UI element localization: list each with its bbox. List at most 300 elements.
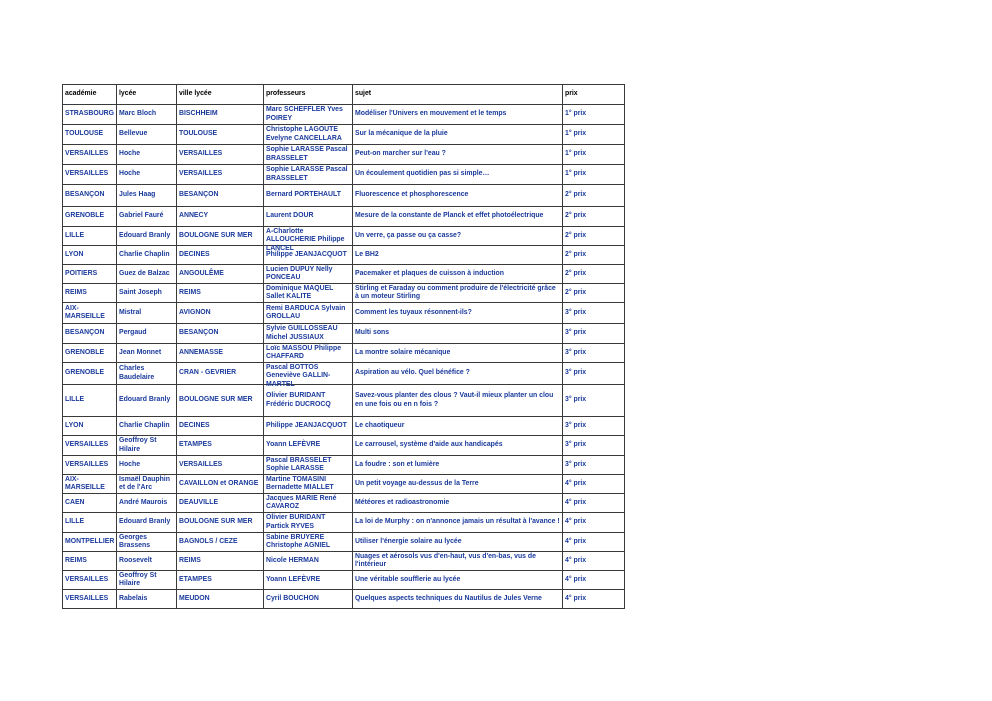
cell-sujet-text: Fluorescence et phosphorescence xyxy=(355,191,469,199)
cell-sujet-text: Un écoulement quotidien pas si simple… xyxy=(355,170,490,178)
cell-ville xyxy=(177,363,264,385)
cell-academie-text: TOULOUSE xyxy=(65,130,104,138)
table-row xyxy=(63,246,625,265)
cell-professeurs-text: Sabine BRUYERE Christophe AGNIEL xyxy=(266,533,331,549)
cell-prix xyxy=(563,265,625,284)
cell-ville xyxy=(177,436,264,456)
cell-ville-text: BOULOGNE SUR MER xyxy=(179,518,253,526)
cell-sujet xyxy=(353,265,563,284)
cell-professeurs xyxy=(264,385,353,417)
cell-lycee xyxy=(117,494,177,513)
cell-lycee xyxy=(117,284,177,303)
cell-lycee-text: Pergaud xyxy=(119,329,147,337)
cell-prix xyxy=(563,165,625,185)
cell-lycee-text: Jules Haag xyxy=(119,191,156,199)
cell-sujet-text: La foudre : son et lumière xyxy=(355,460,440,468)
table-row xyxy=(63,324,625,344)
cell-sujet xyxy=(353,436,563,456)
cell-lycee-text: Jean Monnet xyxy=(119,348,162,356)
cell-academie-text: AIX-MARSEILLE xyxy=(65,304,105,320)
table-row xyxy=(63,417,625,436)
cell-professeurs-text: Dominique MAQUEL Sallet KALITE xyxy=(266,284,334,300)
cell-prix-text: 1° prix xyxy=(565,130,587,138)
cell-professeurs xyxy=(264,185,353,207)
cell-sujet xyxy=(353,227,563,246)
cell-sujet-text: Savez-vous planter des clous ? Vaut-il mieux planter un clou en une fois ou en n fois ? xyxy=(355,392,554,408)
cell-ville xyxy=(177,344,264,363)
cell-academie-text: GRENOBLE xyxy=(65,212,105,220)
cell-academie-text: VERSAILLES xyxy=(65,150,109,158)
table-row xyxy=(63,456,625,475)
cell-sujet xyxy=(353,533,563,552)
cell-prix-text: 2° prix xyxy=(565,191,587,199)
cell-professeurs-text: Sylvie GUILLOSSEAU Michel JUSSIAUX xyxy=(266,325,338,341)
cell-lycee xyxy=(117,475,177,494)
cell-ville-text: BOULOGNE SUR MER xyxy=(179,396,253,404)
cell-ville xyxy=(177,185,264,207)
cell-lycee-text: Georges Brassens xyxy=(119,533,151,549)
cell-academie-text: VERSAILLES xyxy=(65,441,109,449)
cell-prix xyxy=(563,475,625,494)
cell-ville-text: VERSAILLES xyxy=(179,170,223,178)
header-sujet: sujet xyxy=(353,85,563,105)
cell-professeurs xyxy=(264,105,353,125)
cell-academie-text: REIMS xyxy=(65,288,87,296)
cell-prix-text: 3° prix xyxy=(565,441,587,449)
cell-ville-text: REIMS xyxy=(179,556,201,564)
cell-lycee-text: André Maurois xyxy=(119,498,168,506)
cell-sujet-text: Le chaotiqueur xyxy=(355,421,405,429)
cell-prix xyxy=(563,303,625,324)
cell-ville xyxy=(177,385,264,417)
cell-lycee-text: Hoche xyxy=(119,170,141,178)
cell-sujet xyxy=(353,513,563,533)
cell-sujet xyxy=(353,165,563,185)
cell-sujet xyxy=(353,456,563,475)
cell-ville-text: DECINES xyxy=(179,250,210,258)
cell-academie xyxy=(63,590,117,609)
cell-academie-text: CAEN xyxy=(65,498,85,506)
cell-lycee-text: Geoffroy St Hilaire xyxy=(119,437,157,453)
cell-prix xyxy=(563,494,625,513)
cell-ville-text: MEUDON xyxy=(179,594,210,602)
cell-sujet xyxy=(353,284,563,303)
cell-professeurs xyxy=(264,125,353,145)
cell-sujet xyxy=(353,105,563,125)
cell-sujet-text: Pacemaker et plaques de cuisson à induction xyxy=(355,269,504,277)
cell-lycee xyxy=(117,265,177,284)
cell-prix xyxy=(563,105,625,125)
cell-ville xyxy=(177,207,264,227)
table-row xyxy=(63,494,625,513)
cell-lycee xyxy=(117,456,177,475)
cell-lycee xyxy=(117,246,177,265)
cell-sujet-text: Un petit voyage au-dessus de la Terre xyxy=(355,479,479,487)
cell-lycee xyxy=(117,185,177,207)
cell-prix-text: 1° prix xyxy=(565,110,587,118)
cell-academie xyxy=(63,324,117,344)
cell-academie xyxy=(63,436,117,456)
cell-prix xyxy=(563,125,625,145)
cell-sujet-text: Nuages et aérosols vus d'en-haut, vus d'en-bas, vus de l'intérieur xyxy=(355,552,536,568)
cell-prix-text: 3° prix xyxy=(565,329,587,337)
cell-prix-text: 4° prix xyxy=(565,518,587,526)
cell-lycee-text: Mistral xyxy=(119,308,142,316)
cell-sujet xyxy=(353,145,563,165)
cell-prix-text: 4° prix xyxy=(565,498,587,506)
cell-sujet-text: Comment les tuyaux résonnent-ils? xyxy=(355,308,472,316)
cell-professeurs xyxy=(264,363,353,388)
cell-prix-text: 2° prix xyxy=(565,212,587,220)
cell-sujet xyxy=(353,246,563,265)
cell-ville-text: BESANÇON xyxy=(179,191,219,199)
cell-lycee xyxy=(117,533,177,552)
cell-sujet-text: La montre solaire mécanique xyxy=(355,348,451,356)
cell-academie-text: VERSAILLES xyxy=(65,594,109,602)
cell-academie-text: REIMS xyxy=(65,556,87,564)
cell-sujet xyxy=(353,324,563,344)
cell-lycee xyxy=(117,324,177,344)
cell-ville xyxy=(177,513,264,533)
cell-ville-text: VERSAILLES xyxy=(179,460,223,468)
cell-prix xyxy=(563,363,625,385)
header-prix: prix xyxy=(563,85,625,105)
cell-professeurs-text: A-Charlotte ALLOUCHERIE Philippe LANCEL xyxy=(266,227,345,252)
cell-prix-text: 2° prix xyxy=(565,269,587,277)
cell-ville xyxy=(177,494,264,513)
cell-prix xyxy=(563,344,625,363)
cell-lycee xyxy=(117,207,177,227)
cell-academie-text: LILLE xyxy=(65,518,85,526)
cell-professeurs xyxy=(264,207,353,227)
cell-lycee xyxy=(117,417,177,436)
cell-sujet-text: Le BH2 xyxy=(355,250,379,258)
cell-ville xyxy=(177,552,264,571)
cell-ville-text: ETAMPES xyxy=(179,441,212,449)
cell-prix-text: 1° prix xyxy=(565,170,587,178)
cell-prix xyxy=(563,590,625,609)
table-row xyxy=(63,207,625,227)
cell-professeurs xyxy=(264,513,353,533)
cell-professeurs xyxy=(264,303,353,324)
cell-professeurs xyxy=(264,284,353,303)
cell-ville-text: AVIGNON xyxy=(179,308,211,316)
table-row xyxy=(63,475,625,494)
cell-academie xyxy=(63,207,117,227)
cell-sujet xyxy=(353,475,563,494)
cell-lycee-text: Bellevue xyxy=(119,130,148,138)
cell-academie-text: BESANÇON xyxy=(65,329,105,337)
cell-prix xyxy=(563,324,625,344)
cell-professeurs-text: Pascal BRASSELET Sophie LARASSE xyxy=(266,456,332,472)
cell-professeurs-text: Sophie LARASSE Pascal BRASSELET xyxy=(266,146,348,162)
cell-lycee xyxy=(117,385,177,417)
cell-prix xyxy=(563,284,625,303)
cell-professeurs-text: Remi BARDUCA Sylvain GROLLAU xyxy=(266,304,346,320)
cell-professeurs xyxy=(264,456,353,475)
cell-ville xyxy=(177,125,264,145)
cell-sujet xyxy=(353,303,563,324)
cell-lycee xyxy=(117,105,177,125)
cell-academie xyxy=(63,344,117,363)
cell-ville-text: DEAUVILLE xyxy=(179,498,219,506)
cell-lycee-text: Roosevelt xyxy=(119,556,152,564)
cell-professeurs xyxy=(264,436,353,456)
cell-prix-text: 4° prix xyxy=(565,479,587,487)
cell-academie-text: GRENOBLE xyxy=(65,369,105,377)
table-row xyxy=(63,513,625,533)
table-row xyxy=(63,145,625,165)
cell-prix xyxy=(563,417,625,436)
cell-ville xyxy=(177,571,264,590)
cell-ville-text: BOULOGNE SUR MER xyxy=(179,231,253,239)
cell-sujet-text: Météores et radioastronomie xyxy=(355,498,450,506)
cell-academie xyxy=(63,284,117,303)
cell-professeurs xyxy=(264,475,353,494)
table-row xyxy=(63,344,625,363)
cell-ville xyxy=(177,246,264,265)
cell-professeurs xyxy=(264,417,353,436)
cell-lycee-text: Hoche xyxy=(119,150,141,158)
cell-sujet-text: Utiliser l'énergie solaire au lycée xyxy=(355,537,462,545)
cell-lycee xyxy=(117,165,177,185)
cell-professeurs-text: Yoann LEFÈVRE xyxy=(266,575,321,583)
cell-prix-text: 2° prix xyxy=(565,250,587,258)
cell-ville xyxy=(177,590,264,609)
cell-prix-text: 2° prix xyxy=(565,231,587,239)
cell-ville-text: CAVAILLON et ORANGE xyxy=(179,479,259,487)
cell-ville-text: BAGNOLS / CEZE xyxy=(179,537,238,545)
table-row xyxy=(63,227,625,246)
cell-academie xyxy=(63,265,117,284)
cell-lycee-text: Saint Joseph xyxy=(119,288,162,296)
cell-lycee-text: Geoffroy St Hilaire xyxy=(119,571,157,587)
cell-lycee xyxy=(117,303,177,324)
cell-ville xyxy=(177,284,264,303)
cell-professeurs xyxy=(264,324,353,344)
cell-sujet-text: Stirling et Faraday ou comment produire de l'électricité grâce à un moteur Stirling xyxy=(355,284,556,300)
table-row xyxy=(63,590,625,609)
cell-academie xyxy=(63,363,117,385)
cell-ville xyxy=(177,303,264,324)
cell-lycee-text: Ismaël Dauphin et de l'Arc xyxy=(119,475,170,491)
cell-sujet-text: Modéliser l'Univers en mouvement et le temps xyxy=(355,110,507,118)
cell-professeurs-text: Philippe JEANJACQUOT xyxy=(266,421,347,429)
cell-ville xyxy=(177,456,264,475)
cell-academie-text: LILLE xyxy=(65,396,85,404)
cell-ville-text: ANNECY xyxy=(179,212,209,220)
cell-lycee-text: Charles Baudelaire xyxy=(119,365,155,381)
cell-ville-text: CRAN - GEVRIER xyxy=(179,369,237,377)
cell-sujet-text: Sur la mécanique de la pluie xyxy=(355,130,448,138)
cell-sujet xyxy=(353,125,563,145)
cell-professeurs xyxy=(264,494,353,513)
cell-academie-text: MONTPELLIER xyxy=(65,537,115,545)
cell-sujet xyxy=(353,207,563,227)
cell-academie-text: LYON xyxy=(65,421,84,429)
cell-prix xyxy=(563,246,625,265)
cell-professeurs xyxy=(264,590,353,609)
cell-professeurs xyxy=(264,265,353,284)
cell-lycee-text: Charlie Chaplin xyxy=(119,421,170,429)
cell-ville-text: TOULOUSE xyxy=(179,130,218,138)
cell-prix-text: 3° prix xyxy=(565,421,587,429)
table-row xyxy=(63,105,625,125)
cell-academie xyxy=(63,417,117,436)
cell-academie-text: LYON xyxy=(65,250,84,258)
cell-sujet xyxy=(353,590,563,609)
cell-professeurs-text: Sophie LARASSE Pascal BRASSELET xyxy=(266,166,348,182)
cell-sujet xyxy=(353,571,563,590)
cell-professeurs-text: Philippe JEANJACQUOT xyxy=(266,250,347,258)
cell-lycee-text: Hoche xyxy=(119,460,141,468)
cell-lycee xyxy=(117,125,177,145)
cell-sujet xyxy=(353,363,563,385)
cell-professeurs-text: Martine TOMASINI Bernadette MIALLET xyxy=(266,475,334,491)
header-row xyxy=(63,85,625,105)
cell-lycee-text: Marc Bloch xyxy=(119,110,157,118)
cell-lycee-text: Edouard Branly xyxy=(119,396,171,404)
cell-academie-text: GRENOBLE xyxy=(65,348,105,356)
cell-prix-text: 4° prix xyxy=(565,594,587,602)
cell-academie xyxy=(63,385,117,417)
cell-ville-text: DECINES xyxy=(179,421,210,429)
cell-professeurs-text: Pascal BOTTOS Geneviève GALLIN-MARTEL xyxy=(266,363,331,388)
cell-professeurs-text: Olivier BURIDANT Frédéric DUCROCQ xyxy=(266,392,331,408)
cell-lycee xyxy=(117,344,177,363)
cell-professeurs-text: Christophe LAGOUTE Evelyne CANCELLARA xyxy=(266,126,342,142)
cell-sujet xyxy=(353,494,563,513)
cell-prix-text: 4° prix xyxy=(565,556,587,564)
table-row xyxy=(63,303,625,324)
cell-sujet xyxy=(353,552,563,571)
cell-prix-text: 3° prix xyxy=(565,369,587,377)
cell-professeurs xyxy=(264,165,353,185)
cell-academie xyxy=(63,303,117,324)
cell-lycee xyxy=(117,552,177,571)
cell-lycee-text: Guez de Balzac xyxy=(119,269,170,277)
cell-lycee xyxy=(117,363,177,385)
cell-sujet-text: Mesure de la constante de Planck et effet photoélectrique xyxy=(355,212,544,220)
cell-professeurs xyxy=(264,227,353,252)
table-row xyxy=(63,165,625,185)
cell-professeurs-text: Bernard PORTEHAULT xyxy=(266,191,341,199)
cell-lycee-text: Gabriel Fauré xyxy=(119,212,164,220)
cell-academie xyxy=(63,494,117,513)
table-row xyxy=(63,284,625,303)
cell-professeurs-text: Jacques MARIE René CAVAROZ xyxy=(266,494,337,510)
awards-table xyxy=(62,84,625,609)
cell-academie-text: VERSAILLES xyxy=(65,460,109,468)
cell-lycee xyxy=(117,227,177,246)
cell-academie xyxy=(63,552,117,571)
cell-lycee xyxy=(117,590,177,609)
cell-ville xyxy=(177,165,264,185)
table-row xyxy=(63,185,625,207)
header-lycee: lycée xyxy=(117,85,177,105)
cell-prix xyxy=(563,385,625,417)
table-row xyxy=(63,533,625,552)
cell-lycee-text: Edouard Branly xyxy=(119,518,171,526)
cell-academie-text: STRASBOURG xyxy=(65,110,115,118)
cell-academie-text: LILLE xyxy=(65,231,85,239)
cell-prix xyxy=(563,533,625,552)
cell-academie xyxy=(63,533,117,552)
cell-academie xyxy=(63,105,117,125)
cell-prix xyxy=(563,436,625,456)
cell-sujet-text: Un verre, ça passe ou ça casse? xyxy=(355,231,462,239)
cell-sujet xyxy=(353,185,563,207)
header-ville: ville lycée xyxy=(177,85,264,105)
cell-professeurs xyxy=(264,344,353,363)
cell-academie xyxy=(63,125,117,145)
cell-sujet-text: Peut-on marcher sur l'eau ? xyxy=(355,150,446,158)
cell-academie xyxy=(63,246,117,265)
cell-professeurs-text: Laurent DOUR xyxy=(266,212,314,220)
cell-sujet-text: Le carrousel, système d'aide aux handicapés xyxy=(355,441,503,449)
cell-prix-text: 3° prix xyxy=(565,348,587,356)
cell-prix xyxy=(563,227,625,246)
cell-ville xyxy=(177,417,264,436)
header-professeurs: professeurs xyxy=(264,85,353,105)
cell-professeurs-text: Yoann LEFÈVRE xyxy=(266,441,321,449)
cell-ville xyxy=(177,105,264,125)
cell-academie xyxy=(63,165,117,185)
cell-prix xyxy=(563,185,625,207)
cell-lycee-text: Edouard Branly xyxy=(119,231,171,239)
cell-prix xyxy=(563,571,625,590)
cell-prix-text: 4° prix xyxy=(565,537,587,545)
table-row xyxy=(63,552,625,571)
cell-prix xyxy=(563,552,625,571)
cell-lycee-text: Charlie Chaplin xyxy=(119,250,170,258)
cell-ville xyxy=(177,324,264,344)
cell-sujet xyxy=(353,344,563,363)
cell-prix-text: 3° prix xyxy=(565,396,587,404)
cell-ville-text: ETAMPES xyxy=(179,575,212,583)
cell-academie xyxy=(63,145,117,165)
cell-ville xyxy=(177,475,264,494)
cell-ville xyxy=(177,145,264,165)
cell-prix-text: 3° prix xyxy=(565,460,587,468)
cell-academie-text: POITIERS xyxy=(65,269,98,277)
cell-professeurs xyxy=(264,552,353,571)
cell-academie xyxy=(63,227,117,246)
cell-academie-text: BESANÇON xyxy=(65,191,105,199)
table-row xyxy=(63,125,625,145)
cell-professeurs-text: Olivier BURIDANT Partick RYVES xyxy=(266,514,326,530)
cell-ville xyxy=(177,265,264,284)
cell-ville-text: BISCHHEIM xyxy=(179,110,218,118)
table-row xyxy=(63,363,625,385)
cell-lycee xyxy=(117,571,177,590)
cell-ville-text: REIMS xyxy=(179,288,201,296)
cell-professeurs xyxy=(264,533,353,552)
cell-academie xyxy=(63,185,117,207)
header-academie: académie xyxy=(63,85,117,105)
cell-academie-text: VERSAILLES xyxy=(65,575,109,583)
cell-academie-text: AIX-MARSEILLE xyxy=(65,475,105,491)
cell-sujet xyxy=(353,417,563,436)
cell-lycee-text: Rabelais xyxy=(119,594,148,602)
cell-professeurs-text: Cyril BOUCHON xyxy=(266,594,319,602)
cell-lycee xyxy=(117,513,177,533)
cell-ville xyxy=(177,227,264,246)
cell-sujet-text: Multi sons xyxy=(355,329,390,337)
cell-prix-text: 4° prix xyxy=(565,575,587,583)
table-row xyxy=(63,571,625,590)
cell-professeurs xyxy=(264,145,353,165)
